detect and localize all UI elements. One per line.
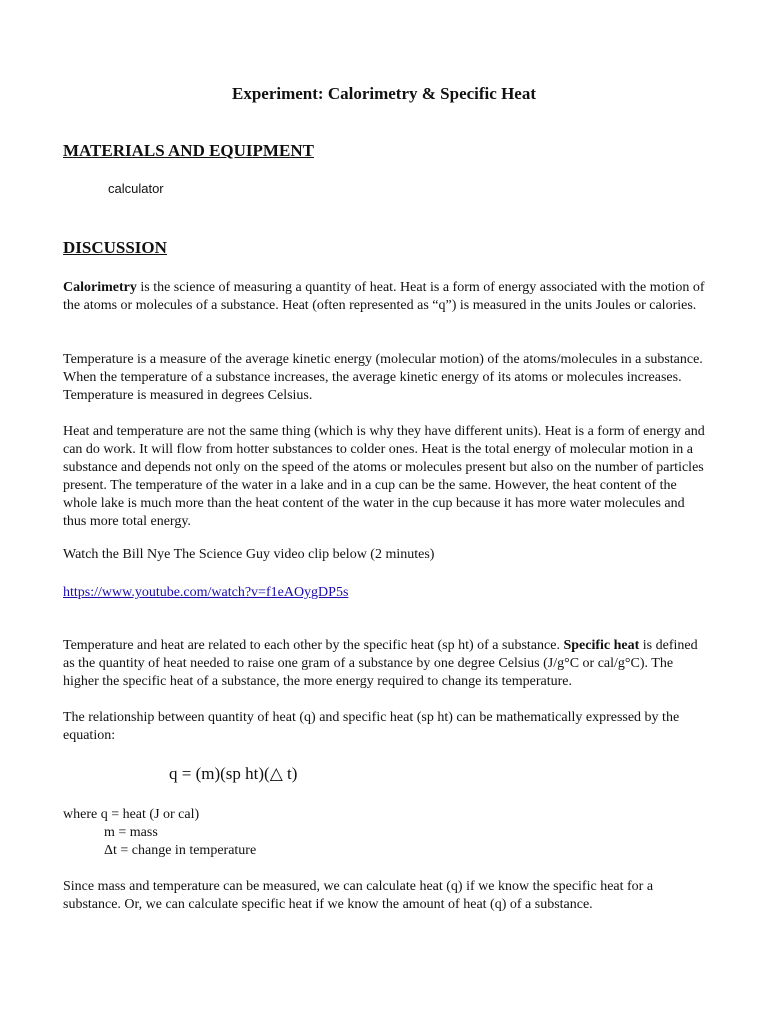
variable-delta-t: Δt = change in temperature (104, 843, 257, 858)
variable-m: m = mass (104, 825, 158, 840)
document-title: Experiment: Calorimetry & Specific Heat (231, 84, 537, 103)
paragraph-relationship: The relationship between quantity of heat (q) and specific heat (sp ht) can be mathematically expressed by the equation: (63, 710, 680, 743)
paragraph-heat-vs-temperature: Heat and temperature are not the same thing (which is why they have different units). Heat is a form of energy and can do work. It will flow from hotter substances to colder ones. Heat is the total energy of molecular motion in a substance and depends not only on the speed of the atoms or molecules present but also on the number of particles present. The temperature of the water in a lake and in a cup can be the same. However, the heat content of the whole lake is much more than the heat content of the water in the cup because it has more water molecules and thus more total energy. (63, 424, 705, 529)
paragraph-temperature: Temperature is a measure of the average kinetic energy (molecular motion) of the atoms/molecules in a substance. When the temperature of a substance increases, the average kinetic energy of its atoms or molecules increases. Temperature is measured in degrees Celsius. (63, 352, 703, 403)
variable-q: where q = heat (J or cal) (63, 807, 200, 822)
specific-heat-term: Specific heat (563, 638, 640, 653)
specific-heat-definition: is defined as the quantity of heat needed to raise one gram of a substance by one degree Celsius (J/g°C or cal/g°C). The higher the specific heat of a substance, the more energy required to change its temperature. (63, 638, 698, 689)
video-link[interactable]: https://www.youtube.com/watch?v=f1eAOygDP5s (63, 585, 349, 600)
video-link-row (63, 584, 711, 602)
discussion-heading: DISCUSSION (63, 238, 167, 257)
heat-equation: q = (m)(sp ht)(△ t) (169, 764, 298, 783)
paragraph-calculation: Since mass and temperature can be measured, we can calculate heat (q) if we know the specific heat for a substance. Or, we can calculate specific heat if we know the amount of heat (q) of a substance. (63, 879, 654, 912)
materials-heading: MATERIALS AND EQUIPMENT (63, 141, 314, 160)
paragraph-calorimetry (63, 279, 711, 315)
specific-heat-intro: Temperature and heat are related to each other by the specific heat (sp ht) of a substance. (63, 638, 564, 653)
paragraph-specific-heat (63, 637, 711, 691)
calorimetry-term: Calorimetry (63, 280, 137, 295)
video-prompt: Watch the Bill Nye The Science Guy video clip below (2 minutes) (63, 547, 435, 562)
calorimetry-definition: is the science of measuring a quantity of heat. Heat is a form of energy associated with the motion of the atoms or molecules of a substance. Heat (often represented as “q”) is measured in the units Joules or calories. (63, 280, 705, 313)
equation-variables (63, 806, 256, 860)
materials-item-calculator: calculator (108, 181, 164, 196)
